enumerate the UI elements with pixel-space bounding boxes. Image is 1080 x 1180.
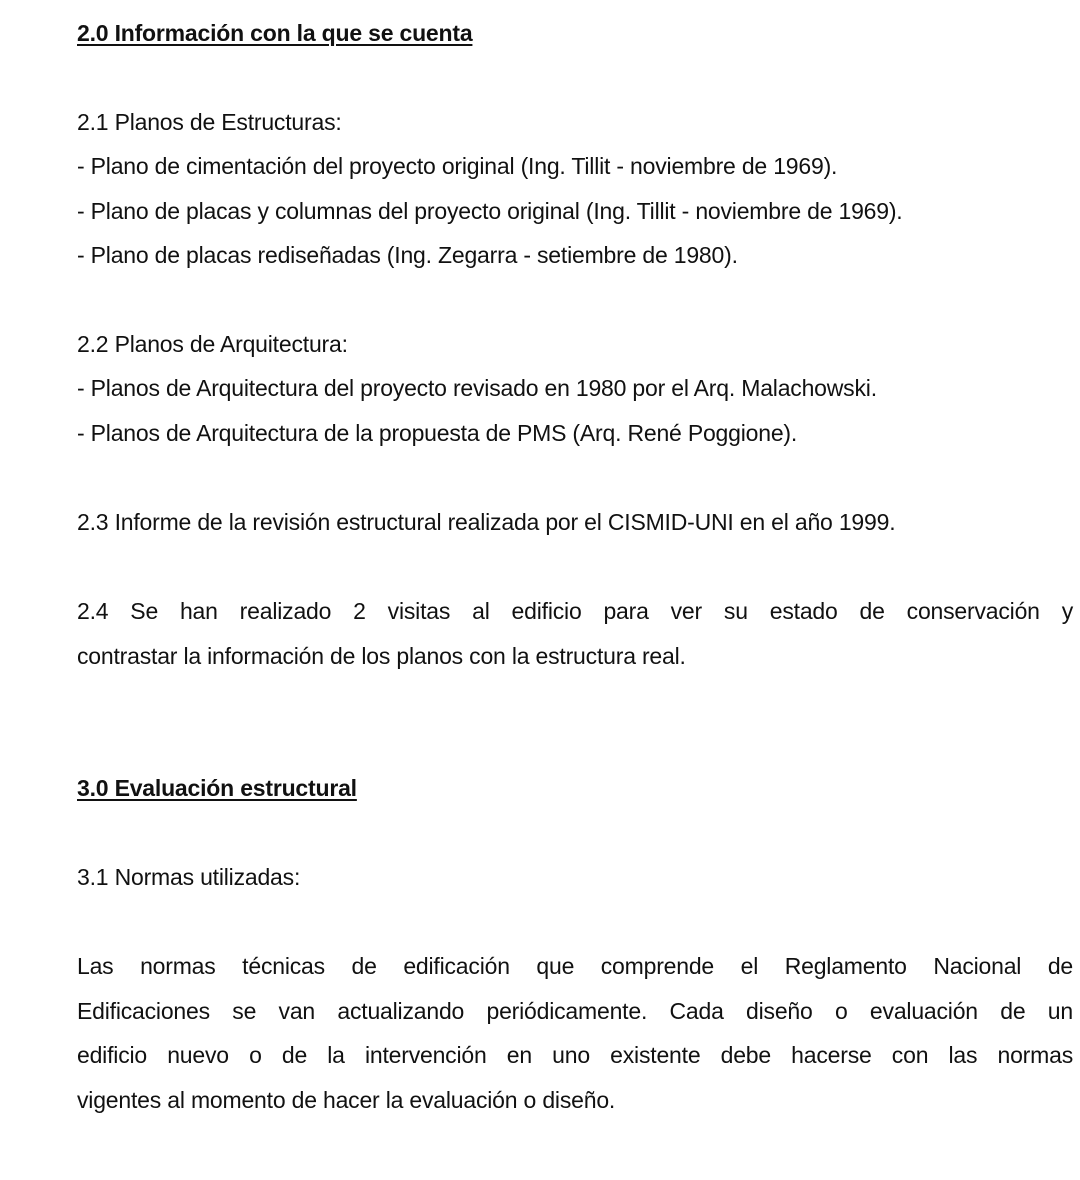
subsection-2-4-line-1: 2.4 Se han realizado 2 visitas al edificio para ver su estado de conservación y bbox=[77, 598, 1073, 624]
paragraph-line-4: vigentes al momento de hacer la evaluación o diseño. bbox=[77, 1087, 616, 1113]
list-item: - Planos de Arquitectura de la propuesta de PMS (Arq. René Poggione). bbox=[77, 420, 798, 446]
list-item: - Planos de Arquitectura del proyecto revisado en 1980 por el Arq. Malachowski. bbox=[77, 375, 877, 401]
section-3-heading: 3.0 Evaluación estructural bbox=[77, 775, 357, 801]
list-item: - Plano de placas y columnas del proyecto original (Ing. Tillit - noviembre de 1969). bbox=[77, 198, 903, 224]
paragraph-line-3: edificio nuevo o de la intervención en uno existente debe hacerse con las normas bbox=[77, 1042, 1073, 1068]
subsection-2-3-text: 2.3 Informe de la revisión estructural realizada por el CISMID-UNI en el año 1999. bbox=[77, 509, 896, 535]
subsection-3-1-title: 3.1 Normas utilizadas: bbox=[77, 864, 301, 890]
paragraph-line-1: Las normas técnicas de edificación que comprende el Reglamento Nacional de bbox=[77, 953, 1073, 979]
list-item: - Plano de placas rediseñadas (Ing. Zegarra - setiembre de 1980). bbox=[77, 242, 738, 268]
list-item: - Plano de cimentación del proyecto original (Ing. Tillit - noviembre de 1969). bbox=[77, 153, 838, 179]
subsection-2-1-title: 2.1 Planos de Estructuras: bbox=[77, 109, 342, 135]
subsection-2-2-title: 2.2 Planos de Arquitectura: bbox=[77, 331, 348, 357]
paragraph-line-2: Edificaciones se van actualizando periódicamente. Cada diseño o evaluación de un bbox=[77, 998, 1073, 1024]
subsection-2-4-line-2: contrastar la información de los planos con la estructura real. bbox=[77, 643, 686, 669]
section-2-heading: 2.0 Información con la que se cuenta bbox=[77, 20, 473, 46]
